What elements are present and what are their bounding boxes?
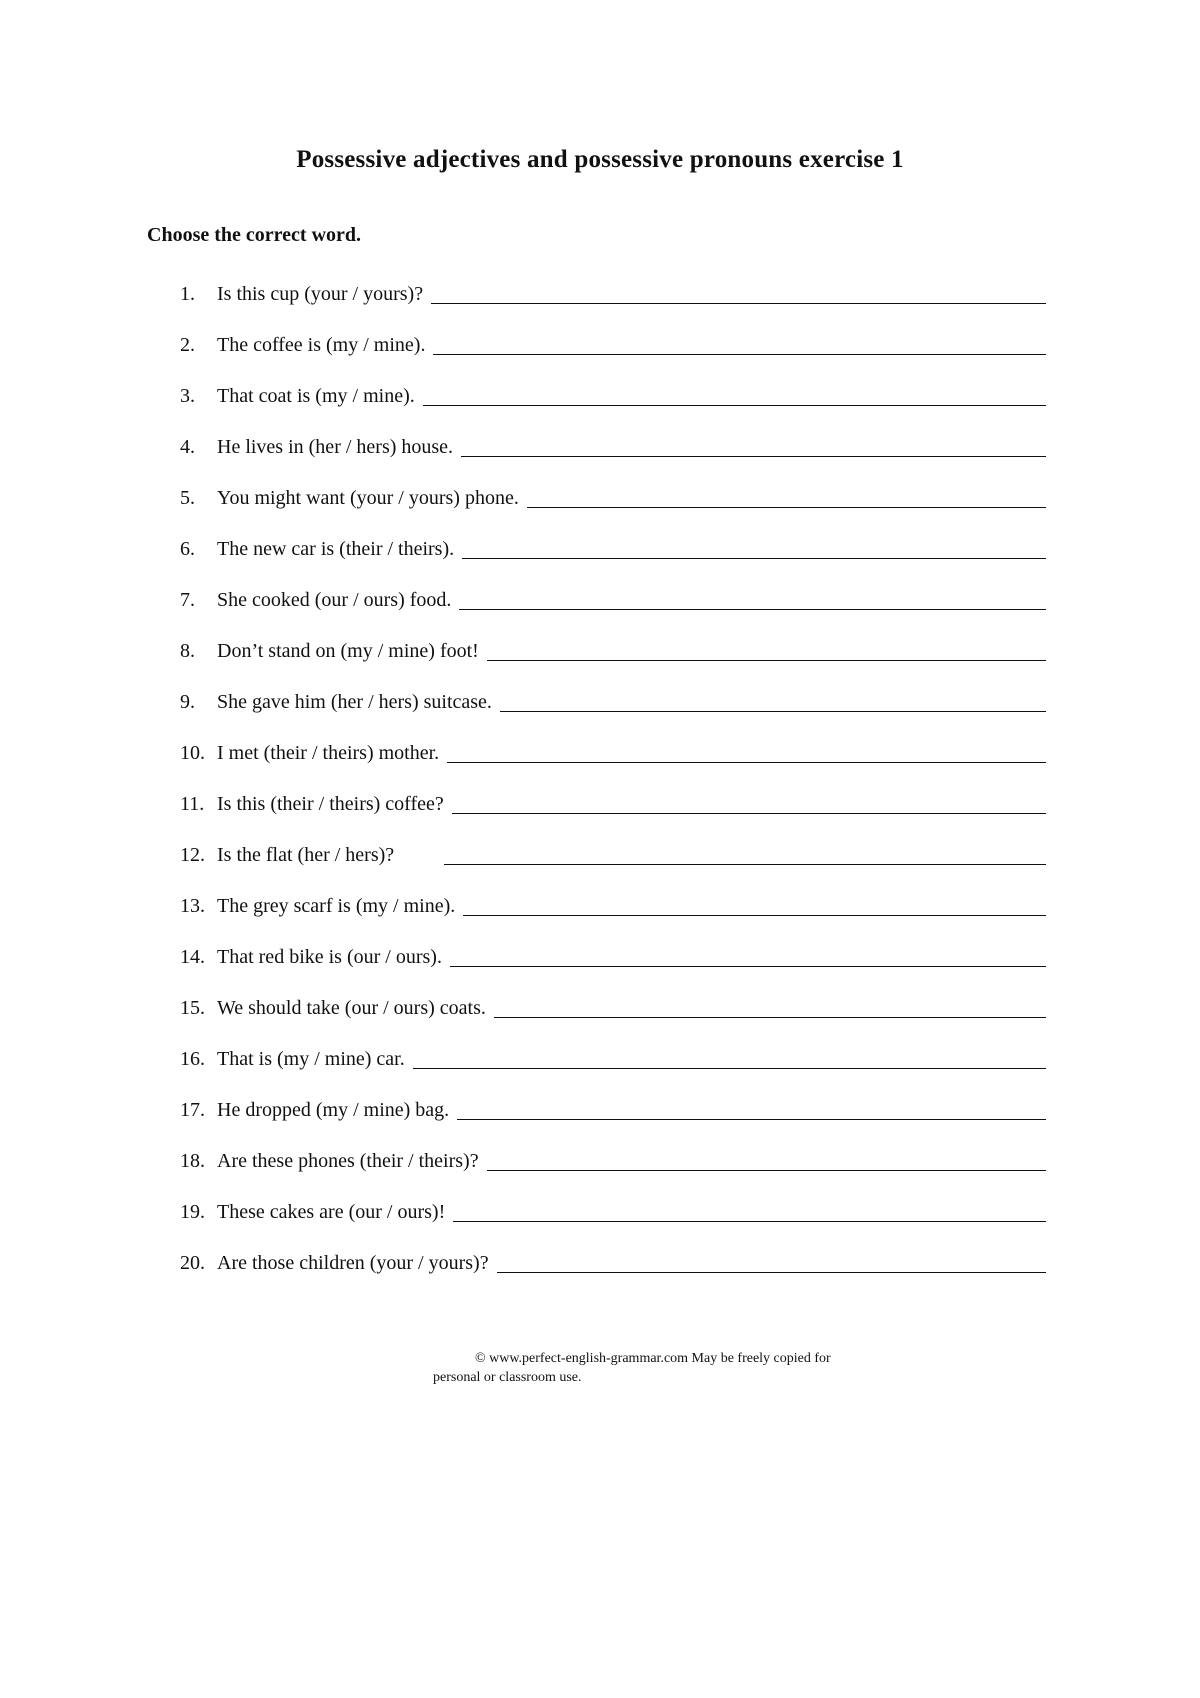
- exercise-prompt: Is this (their / theirs) coffee?: [217, 793, 444, 815]
- exercise-prompt: She gave him (her / hers) suitcase.: [217, 691, 492, 713]
- exercise-list: [180, 283, 1050, 1303]
- exercise-prompt: That is (my / mine) car.: [217, 1048, 405, 1070]
- answer-line[interactable]: [457, 1099, 1046, 1120]
- answer-line[interactable]: [431, 283, 1046, 304]
- answer-line[interactable]: [459, 589, 1046, 610]
- exercise-number: 14.: [180, 946, 205, 968]
- exercise-prompt: The new car is (their / theirs).: [217, 538, 455, 560]
- answer-line[interactable]: [453, 1201, 1046, 1222]
- exercise-prompt: He dropped (my / mine) bag.: [217, 1099, 450, 1121]
- exercise-item: [180, 283, 1050, 334]
- answer-line[interactable]: [487, 1150, 1046, 1171]
- exercise-prompt: She cooked (our / ours) food.: [217, 589, 452, 611]
- exercise-prompt: We should take (our / ours) coats.: [217, 997, 486, 1019]
- exercise-number: 7.: [180, 589, 195, 611]
- answer-line[interactable]: [527, 487, 1046, 508]
- exercise-number: 18.: [180, 1150, 205, 1172]
- exercise-item: [180, 742, 1050, 793]
- exercise-number: 19.: [180, 1201, 205, 1223]
- exercise-item: [180, 691, 1050, 742]
- answer-line[interactable]: [433, 334, 1046, 355]
- exercise-number: 8.: [180, 640, 195, 662]
- exercise-number: 5.: [180, 487, 195, 509]
- answer-line[interactable]: [462, 538, 1046, 559]
- exercise-item: [180, 997, 1050, 1048]
- exercise-item: [180, 1201, 1050, 1252]
- exercise-item: [180, 538, 1050, 589]
- exercise-prompt: Are these phones (their / theirs)?: [217, 1150, 479, 1172]
- exercise-item: [180, 1099, 1050, 1150]
- exercise-item: [180, 1252, 1050, 1303]
- exercise-item: [180, 385, 1050, 436]
- answer-line[interactable]: [444, 844, 1046, 865]
- exercise-number: 12.: [180, 844, 205, 866]
- answer-line[interactable]: [463, 895, 1046, 916]
- exercise-number: 17.: [180, 1099, 205, 1121]
- exercise-number: 3.: [180, 385, 195, 407]
- exercise-item: [180, 589, 1050, 640]
- exercise-prompt: I met (their / theirs) mother.: [217, 742, 440, 764]
- answer-line[interactable]: [497, 1252, 1046, 1273]
- answer-line[interactable]: [500, 691, 1046, 712]
- answer-line[interactable]: [413, 1048, 1046, 1069]
- exercise-prompt: Are those children (your / yours)?: [217, 1252, 489, 1274]
- exercise-prompt: Don’t stand on (my / mine) foot!: [217, 640, 479, 662]
- exercise-number: 1.: [180, 283, 195, 305]
- exercise-prompt: Is the flat (her / hers)?: [217, 844, 395, 866]
- exercise-number: 4.: [180, 436, 195, 458]
- exercise-number: 13.: [180, 895, 205, 917]
- copyright-line-1: © www.perfect-english-grammar.com May be freely copied for: [475, 1351, 831, 1366]
- exercise-number: 6.: [180, 538, 195, 560]
- exercise-prompt: That red bike is (our / ours).: [217, 946, 442, 968]
- page-title: Possessive adjectives and possessive pronouns exercise 1: [296, 146, 904, 173]
- exercise-item: [180, 844, 1050, 895]
- exercise-prompt: The grey scarf is (my / mine).: [217, 895, 456, 917]
- exercise-item: [180, 436, 1050, 487]
- answer-line[interactable]: [450, 946, 1046, 967]
- exercise-number: 9.: [180, 691, 195, 713]
- exercise-prompt: He lives in (her / hers) house.: [217, 436, 454, 458]
- exercise-prompt: You might want (your / yours) phone.: [217, 487, 519, 509]
- exercise-number: 10.: [180, 742, 205, 764]
- exercise-number: 20.: [180, 1252, 205, 1274]
- exercise-item: [180, 487, 1050, 538]
- exercise-prompt: Is this cup (your / yours)?: [217, 283, 424, 305]
- exercise-item: [180, 640, 1050, 691]
- exercise-prompt: These cakes are (our / ours)!: [217, 1201, 446, 1223]
- exercise-item: [180, 946, 1050, 997]
- exercise-number: 11.: [180, 793, 205, 815]
- exercise-item: [180, 1048, 1050, 1099]
- instruction-text: Choose the correct word.: [147, 224, 362, 246]
- answer-line[interactable]: [452, 793, 1046, 814]
- answer-line[interactable]: [447, 742, 1046, 763]
- answer-line[interactable]: [487, 640, 1046, 661]
- exercise-prompt: The coffee is (my / mine).: [217, 334, 426, 356]
- answer-line[interactable]: [461, 436, 1046, 457]
- exercise-item: [180, 334, 1050, 385]
- copyright-footer: [433, 1349, 903, 1387]
- answer-line[interactable]: [494, 997, 1046, 1018]
- copyright-line-2: personal or classroom use.: [433, 1370, 582, 1385]
- exercise-number: 2.: [180, 334, 195, 356]
- exercise-prompt: That coat is (my / mine).: [217, 385, 415, 407]
- exercise-number: 15.: [180, 997, 205, 1019]
- exercise-item: [180, 895, 1050, 946]
- answer-line[interactable]: [423, 385, 1046, 406]
- exercise-item: [180, 1150, 1050, 1201]
- exercise-number: 16.: [180, 1048, 205, 1070]
- exercise-item: [180, 793, 1050, 844]
